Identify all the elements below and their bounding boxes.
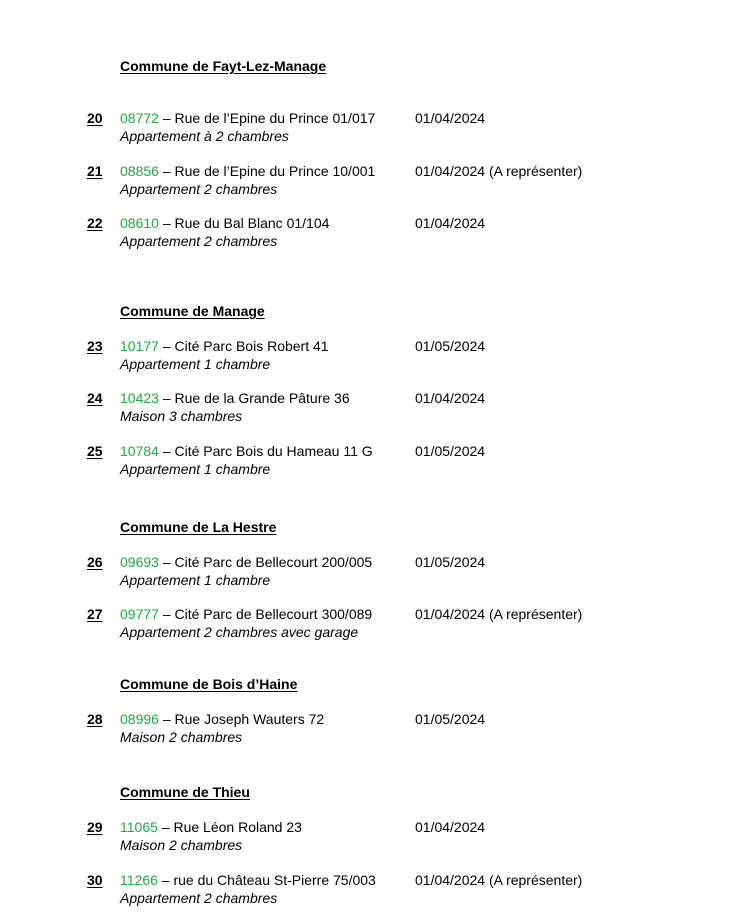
- listing-code: 11065: [120, 819, 158, 835]
- listing-code: 11266: [120, 872, 158, 888]
- listing-address-line: [120, 443, 373, 459]
- listing-number: 22: [87, 215, 103, 231]
- listing-item: [0, 872, 755, 912]
- listing-code: 10784: [120, 443, 159, 459]
- listing-item: [0, 110, 755, 150]
- listing-address: – Cité Parc de Bellecourt 300/089: [158, 606, 373, 622]
- listing-type: Appartement à 2 chambres: [120, 128, 289, 144]
- listing-address-line: [120, 390, 350, 406]
- listing-number: 26: [87, 554, 103, 570]
- listing-address-line: [120, 338, 329, 354]
- listing-date: 01/05/2024: [415, 554, 486, 570]
- listing-item: [0, 606, 755, 646]
- listing-address: – rue du Château St-Pierre 75/003: [157, 872, 376, 888]
- listing-number: 20: [87, 110, 103, 126]
- listing-address: – Rue du Bal Blanc 01/104: [158, 215, 330, 231]
- listing-type: Maison 3 chambres: [120, 408, 243, 424]
- listing-address-line: [120, 554, 372, 570]
- listing-address-line: [120, 872, 376, 888]
- listing-code: 10423: [120, 390, 159, 406]
- listing-item: [0, 711, 755, 751]
- listing-address: – Rue de l’Epine du Prince 01/017: [158, 110, 376, 126]
- listing-code: 10177: [120, 338, 159, 354]
- listing-address-line: [120, 110, 375, 126]
- listing-date: 01/04/2024 (A représenter): [415, 872, 583, 888]
- listing-item: [0, 215, 755, 255]
- listing-number: 28: [87, 711, 103, 727]
- listing-item: [0, 554, 755, 594]
- listing-number: 23: [87, 338, 103, 354]
- commune-heading: Commune de Thieu: [120, 784, 250, 800]
- listing-type: Maison 2 chambres: [120, 837, 243, 853]
- listing-number: 27: [87, 606, 103, 622]
- listing-number: 25: [87, 443, 103, 459]
- commune-heading: Commune de Manage: [120, 303, 265, 319]
- listing-address-line: [120, 163, 375, 179]
- listing-address: – Rue Joseph Wauters 72: [158, 711, 325, 727]
- listing-type: Appartement 2 chambres: [120, 233, 278, 249]
- listing-type: Appartement 2 chambres: [120, 181, 278, 197]
- listing-address-line: [120, 215, 329, 231]
- listing-code: 08772: [120, 110, 159, 126]
- listing-address: – Cité Parc Bois Robert 41: [158, 338, 329, 354]
- listing-type: Appartement 2 chambres avec garage: [120, 624, 359, 640]
- listing-item: [0, 819, 755, 859]
- listing-number: 24: [87, 390, 103, 406]
- listing-date: 01/04/2024 (A représenter): [415, 606, 583, 622]
- commune-heading: Commune de La Hestre: [120, 519, 277, 535]
- listing-code: 08610: [120, 215, 159, 231]
- listing-item: [0, 163, 755, 203]
- listing-code: 08996: [120, 711, 159, 727]
- listing-address-line: [120, 606, 372, 622]
- listing-address: – Rue de l’Epine du Prince 10/001: [158, 163, 376, 179]
- listing-code: 09693: [120, 554, 159, 570]
- listing-item: [0, 390, 755, 430]
- listing-date: 01/04/2024 (A représenter): [415, 163, 583, 179]
- listing-date: 01/05/2024: [415, 711, 486, 727]
- listing-date: 01/04/2024: [415, 390, 486, 406]
- listing-type: Appartement 1 chambre: [120, 356, 271, 372]
- listing-address-line: [120, 711, 324, 727]
- listing-date: 01/05/2024: [415, 443, 486, 459]
- listing-type: Appartement 1 chambre: [120, 572, 271, 588]
- listing-code: 09777: [120, 606, 159, 622]
- listing-address-line: [120, 819, 302, 835]
- listing-number: 29: [87, 819, 103, 835]
- commune-heading: Commune de Bois d’Haine: [120, 676, 298, 692]
- listing-item: [0, 443, 755, 483]
- commune-heading: Commune de Fayt-Lez-Manage: [120, 58, 327, 74]
- listing-date: 01/05/2024: [415, 338, 486, 354]
- listing-type: Maison 2 chambres: [120, 729, 243, 745]
- listing-type: Appartement 1 chambre: [120, 461, 271, 477]
- listing-item: [0, 338, 755, 378]
- listing-address: – Rue Léon Roland 23: [157, 819, 302, 835]
- listing-date: 01/04/2024: [415, 819, 486, 835]
- listing-address: – Cité Parc de Bellecourt 200/005: [158, 554, 373, 570]
- listing-date: 01/04/2024: [415, 110, 486, 126]
- listing-code: 08856: [120, 163, 159, 179]
- listing-number: 21: [87, 163, 103, 179]
- listing-type: Appartement 2 chambres: [120, 890, 278, 906]
- listing-number: 30: [87, 872, 103, 888]
- listing-address: – Rue de la Grande Pâture 36: [158, 390, 350, 406]
- listing-date: 01/04/2024: [415, 215, 486, 231]
- listing-address: – Cité Parc Bois du Hameau 11 G: [158, 443, 373, 459]
